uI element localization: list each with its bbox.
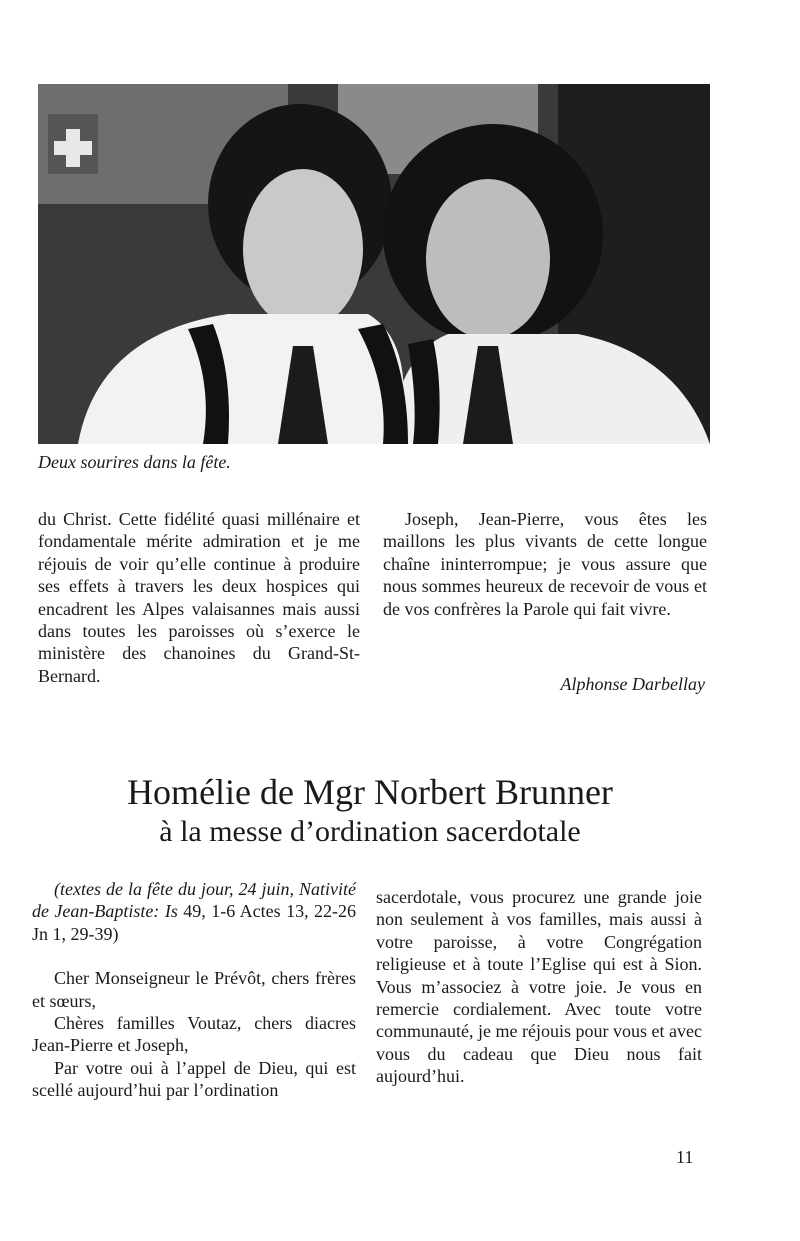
- column-top-left: [38, 508, 360, 687]
- paragraph: Cher Monseigneur le Prévôt, chers frères et sœurs,: [32, 968, 356, 1011]
- photo-illustration: [38, 84, 710, 444]
- column-bottom-left: [32, 878, 356, 1102]
- page-number: 11: [676, 1147, 694, 1167]
- photo-two-smiling-girls: [38, 84, 710, 444]
- article-subtitle: à la messe d’ordination sacerdotale: [159, 815, 581, 848]
- paragraph: Chères familles Voutaz, chers diacres Jean-Pierre et Joseph,: [32, 1013, 356, 1056]
- author-signature: Alphonse Darbellay: [560, 674, 705, 694]
- paragraph: sacerdotale, vous procurez une grande joie non seulement à vos familles, mais aussi à votre paroisse, à votre Congrégation religieuse et à toute l’Eglise qui est à Sion. Vous m’associez à votre joie. Je vous en remercie cordialement. Avec toute votre communauté, je me réjouis pour vous et avec vous du cadeau que Dieu nous fait aujourd’hui.: [376, 887, 702, 1087]
- column-top-right: [383, 508, 707, 620]
- scripture-references: [32, 878, 356, 945]
- column-bottom-right: [376, 886, 702, 1088]
- paragraph: Joseph, Jean-Pierre, vous êtes les maillons les plus vivants de cette longue chaîne ininterrompue; je vous assure que nous sommes heureux de recevoir de vous et de vos confrères la Parole qui fait vivre.: [383, 509, 707, 619]
- paragraph: Par votre oui à l’appel de Dieu, qui est scellé aujourd’hui par l’ordination: [32, 1057, 356, 1101]
- photo-caption: Deux sourires dans la fête.: [38, 452, 231, 472]
- references-italic: (textes de la fête du jour, 24 juin, Nativité de Jean-Baptiste: Is: [32, 879, 356, 922]
- paragraph: du Christ. Cette fidélité quasi millénaire et fondamentale mérite admiration et je me réjouis de voir qu’elle continue à produire ses effets à travers les deux hospices qui encadrent les Alpes valaisannes mais aussi dans toutes les paroisses où s’exerce le ministère des chanoines du Grand-St-Bernard.: [38, 509, 360, 686]
- references-rest: 49, 1-6 Actes 13, 22-26 Jn 1, 29-39): [32, 901, 356, 944]
- article-title: Homélie de Mgr Norbert Brunner: [127, 772, 613, 812]
